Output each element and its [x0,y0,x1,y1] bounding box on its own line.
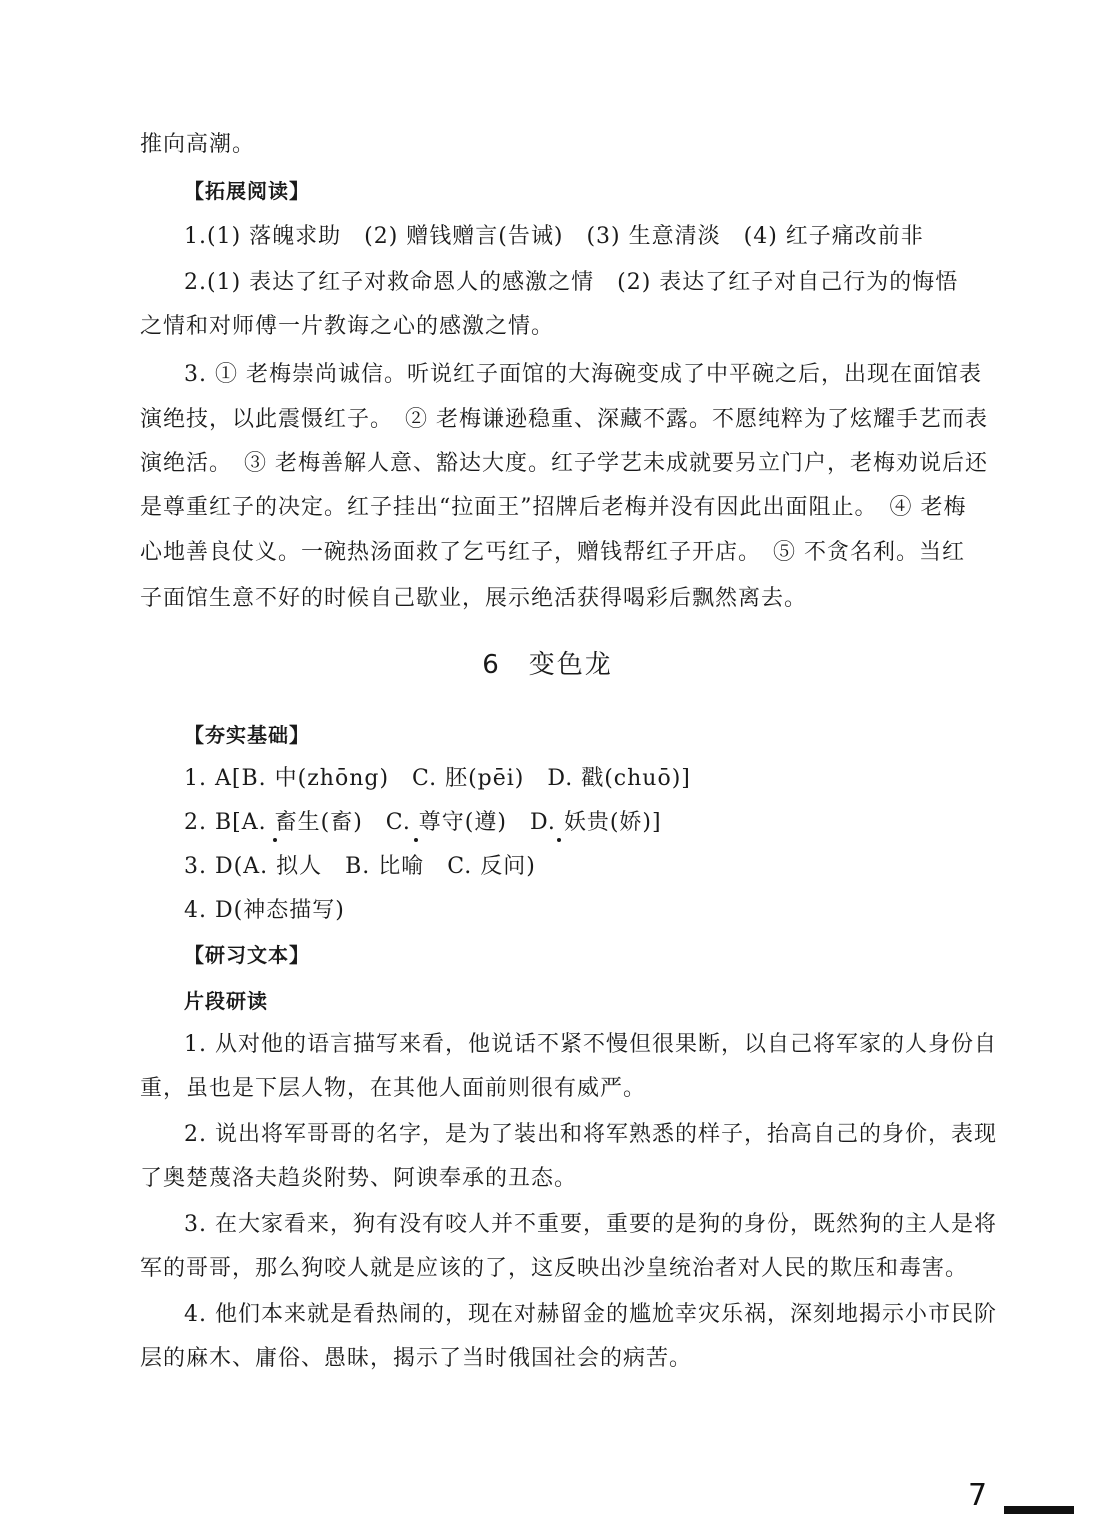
text-line: 层的麻木、庸俗、愚昧，揭示了当时俄国社会的病苦。 [140,1346,693,1371]
answer-line: 3. ① 老梅崇尚诚信。听说红子面馆的大海碗变成了中平碗之后，出现在面馆表 [184,362,982,387]
emphasis-dot [414,838,418,842]
answer-line: 2. 说出将军哥哥的名字，是为了装出和将军熟悉的样子，抬高自己的身价，表现 [184,1122,997,1147]
emphasis-dot [557,838,561,842]
text-line: 重，虽也是下层人物，在其他人面前则很有威严。 [140,1076,647,1101]
text-line: 演绝技，以此震慑红子。 ② 老梅谦逊稳重、深藏不露。不愿纯粹为了炫耀手艺而表 [140,407,988,432]
section-heading-foundation: 【夯实基础】 [184,723,310,747]
section-heading-extended-reading: 【拓展阅读】 [184,179,310,203]
section-heading-study-text: 【研习文本】 [184,943,310,967]
answer-line: 4. 他们本来就是看热闹的，现在对赫留金的尴尬幸灾乐祸，深刻地揭示小市民阶 [184,1302,997,1327]
subsection-heading: 片段研读 [184,989,268,1013]
answer-line: 3. D(A. 拟人 B. 比喻 C. 反问) [184,854,536,879]
text-line: 了奥楚蔑洛夫趋炎附势、阿谀奉承的丑态。 [140,1166,578,1191]
text-line: 是尊重红子的决定。红子挂出“拉面王”招牌后老梅并没有因此出面阻止。 ④ 老梅 [140,495,967,520]
text-line: 心地善良仗义。一碗热汤面救了乞丐红子，赠钱帮红子开店。 ⑤ 不贪名利。当红 [140,540,965,565]
text-line: 军的哥哥，那么狗咬人就是应该的了，这反映出沙皇统治者对人民的欺压和毒害。 [140,1256,969,1281]
answer-line: 4. D(神态描写) [184,898,345,923]
answer-line: 2.(1) 表达了红子对救命恩人的感激之情 (2) 表达了红子对自己行为的悔悟 [184,270,959,295]
emphasis-dot [273,838,277,842]
answer-line: 1.(1) 落魄求助 (2) 赠钱赠言(告诫) (3) 生意清淡 (4) 红子痛改前非 [184,224,924,249]
text-line: 推向高潮。 [140,132,256,157]
page-number-bar [1004,1506,1074,1514]
answer-line: 3. 在大家看来，狗有没有咬人并不重要，重要的是狗的身份，既然狗的主人是将 [184,1212,997,1237]
text-line: 之情和对师傅一片教诲之心的感激之情。 [140,314,555,339]
page-number: 7 [968,1478,988,1513]
answer-line: 1. 从对他的语言描写来看，他说话不紧不慢但很果断，以自己将军家的人身份自 [184,1032,997,1057]
text-line: 演绝活。 ③ 老梅善解人意、豁达大度。红子学艺未成就要另立门户，老梅劝说后还 [140,451,988,476]
text-line: 子面馆生意不好的时候自己歇业，展示绝活获得喝彩后飘然离去。 [140,586,808,611]
chapter-title: 6 变色龙 [482,650,613,680]
answer-line: 1. A[B. 中(zhōng) C. 胚(pēi) D. 戳(chuō)] [184,766,691,791]
answer-line: 2. B[A. 畜生(畜) C. 尊守(遵) D. 妖贵(娇)] [184,810,662,835]
